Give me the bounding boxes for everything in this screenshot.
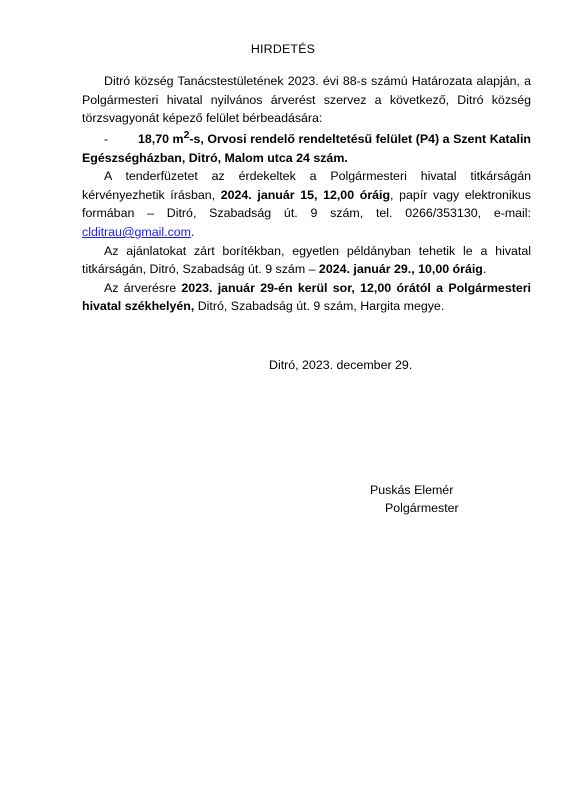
tender-text-3: . xyxy=(190,225,195,239)
auction-paragraph xyxy=(82,279,531,316)
property-area-value: 18,70 m xyxy=(138,131,184,146)
document-body xyxy=(82,72,531,316)
intro-paragraph: Ditró község Tanácstestületének 2023. évi 88-s számú Határozata alapján, a Polgármesteri hivatal nyilvános árverést szervez a következő, Ditró község törzsvagyonát képező felület bérbeadására: xyxy=(82,74,531,126)
signatory-name: Puskás Elemér xyxy=(370,483,454,497)
auction-text-1: Az árverésre xyxy=(104,280,182,295)
tender-text-1: A tenderfüzetet az érdekeltek a Polgármesteri hivatal titkárságán kérvényezhetik írásban, xyxy=(82,169,531,202)
tender-paragraph xyxy=(82,167,531,241)
offers-text-2: . xyxy=(482,262,487,277)
auction-date-place: 2023. január 29-én kerül sor, 12,00 órától a Polgármesteri hivatal székhelyén, xyxy=(82,280,531,314)
property-area-superscript: 2 xyxy=(183,129,190,141)
date-place: Ditró, 2023. december 29. xyxy=(269,358,413,372)
offers-paragraph xyxy=(82,242,531,279)
offers-text-1: Az ajánlatokat zárt borítékban, egyetlen példányban tehetik le a hivatal titkárságán, Ditró, Szabadság út. 9 szám – xyxy=(82,243,531,277)
email-link[interactable]: clditrau@gmail.com xyxy=(82,225,191,239)
property-description: -s, Orvosi rendelő rendeltetésű felület (P4) a Szent Katalin Egészségházban, Ditró, Malom utca 24 szám. xyxy=(82,131,532,165)
property-area xyxy=(82,129,532,165)
signatory-title: Polgármester xyxy=(385,501,459,515)
auction-text-2: Ditró, Szabadság út. 9 szám, Hargita megye. xyxy=(194,299,445,314)
bullet-dash: - xyxy=(104,131,109,146)
tender-text-2: , papír vagy elektronikus formában – Ditró, Szabadság út. 9 szám, tel. 0266/353130, e-mail: xyxy=(82,187,531,221)
document-title: HIRDETÉS xyxy=(250,42,316,56)
offers-deadline: 2024. január 29., 10,00 óráig xyxy=(318,262,483,277)
property-bullet xyxy=(82,128,531,167)
tender-deadline: 2024. január 15, 12,00 óráig xyxy=(220,187,391,202)
